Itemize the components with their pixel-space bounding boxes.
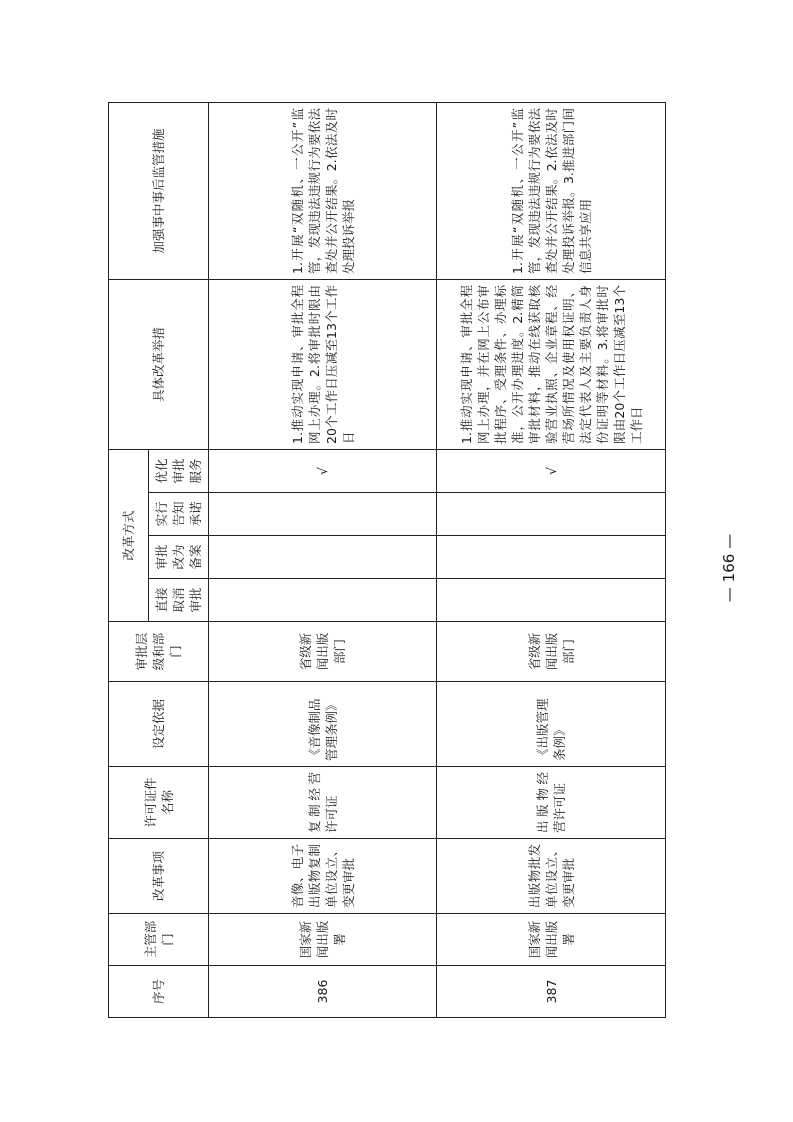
cell-seq: 387 [437, 966, 666, 1018]
header-row-1 [109, 102, 149, 1017]
table-row [209, 102, 437, 1017]
header-level: 审批层级和部门 [109, 622, 209, 682]
cell-dept: 国家新闻出版署 [209, 914, 437, 966]
cell-item: 出版物批发单位设立、变更审批 [437, 839, 666, 914]
cell-license: 复制经营许可证 [209, 767, 437, 839]
header-method-cancel: 直接取消审批 [149, 579, 209, 622]
cell-method-record [437, 536, 666, 579]
cell-measures: 1.推动实现申请、审批全程网上办理，并在网上公布审批程序、受理条件、办理标准，公开办理进度。2.精简审批材料，推动在线获取核验营业执照、企业章程、经营场所情况及使用权证明、法定代表人及主要负责人身份证明等材料。3.将审批时限由20个工作日压减至13个工作日 [437, 279, 666, 449]
cell-method-cancel [209, 579, 437, 622]
header-license: 许可证件名称 [109, 767, 209, 839]
cell-license: 出版物经营许可证 [437, 767, 666, 839]
page-number [709, 533, 749, 603]
cell-item: 音像、电子出版物复制单位设立、变更审批 [209, 839, 437, 914]
table-row [437, 102, 666, 1017]
header-item: 改革事项 [109, 839, 209, 914]
header-supervision: 加强事中事后监管措施 [109, 102, 209, 279]
cell-supervision: 1.开展“双随机、一公开”监管，发现违法违规行为要依法查处并公开结果。2.依法及时处理投诉举报 [209, 102, 437, 279]
rotated-table-page [108, 103, 663, 1018]
cell-method-record [209, 536, 437, 579]
cell-level: 省级新闻出版部门 [437, 622, 666, 682]
cell-basis: 《音像制品管理条例》 [209, 682, 437, 767]
cell-level: 省级新闻出版部门 [209, 622, 437, 682]
cell-method-notify [437, 493, 666, 536]
header-method-record: 审批改为备案 [149, 536, 209, 579]
header-measures: 具体改革举措 [109, 279, 209, 449]
cell-supervision: 1.开展“双随机、一公开”监管，发现违法违规行为要依法查处并公开结果。2.依法及时处理投诉举报。3.推进部门间信息共享应用 [437, 102, 666, 279]
reform-table [108, 102, 666, 1018]
header-method-optimize: 优化审批服务 [149, 449, 209, 492]
header-dept: 主管部门 [109, 914, 209, 966]
cell-method-notify [209, 493, 437, 536]
header-basis: 设定依据 [109, 682, 209, 767]
cell-method-optimize: √ [437, 449, 666, 492]
page-number-text: — 166 — [720, 533, 738, 603]
cell-basis: 《出版管理条例》 [437, 682, 666, 767]
header-method-group: 改革方式 [109, 449, 149, 621]
cell-measures: 1.推动实现申请、审批全程网上办理。2.将审批时限由20个工作日压减至13个工作日 [209, 279, 437, 449]
header-method-notify: 实行告知承诺 [149, 493, 209, 536]
cell-method-optimize: √ [209, 449, 437, 492]
header-seq: 序号 [109, 966, 209, 1018]
cell-method-cancel [437, 579, 666, 622]
cell-dept: 国家新闻出版署 [437, 914, 666, 966]
cell-seq: 386 [209, 966, 437, 1018]
